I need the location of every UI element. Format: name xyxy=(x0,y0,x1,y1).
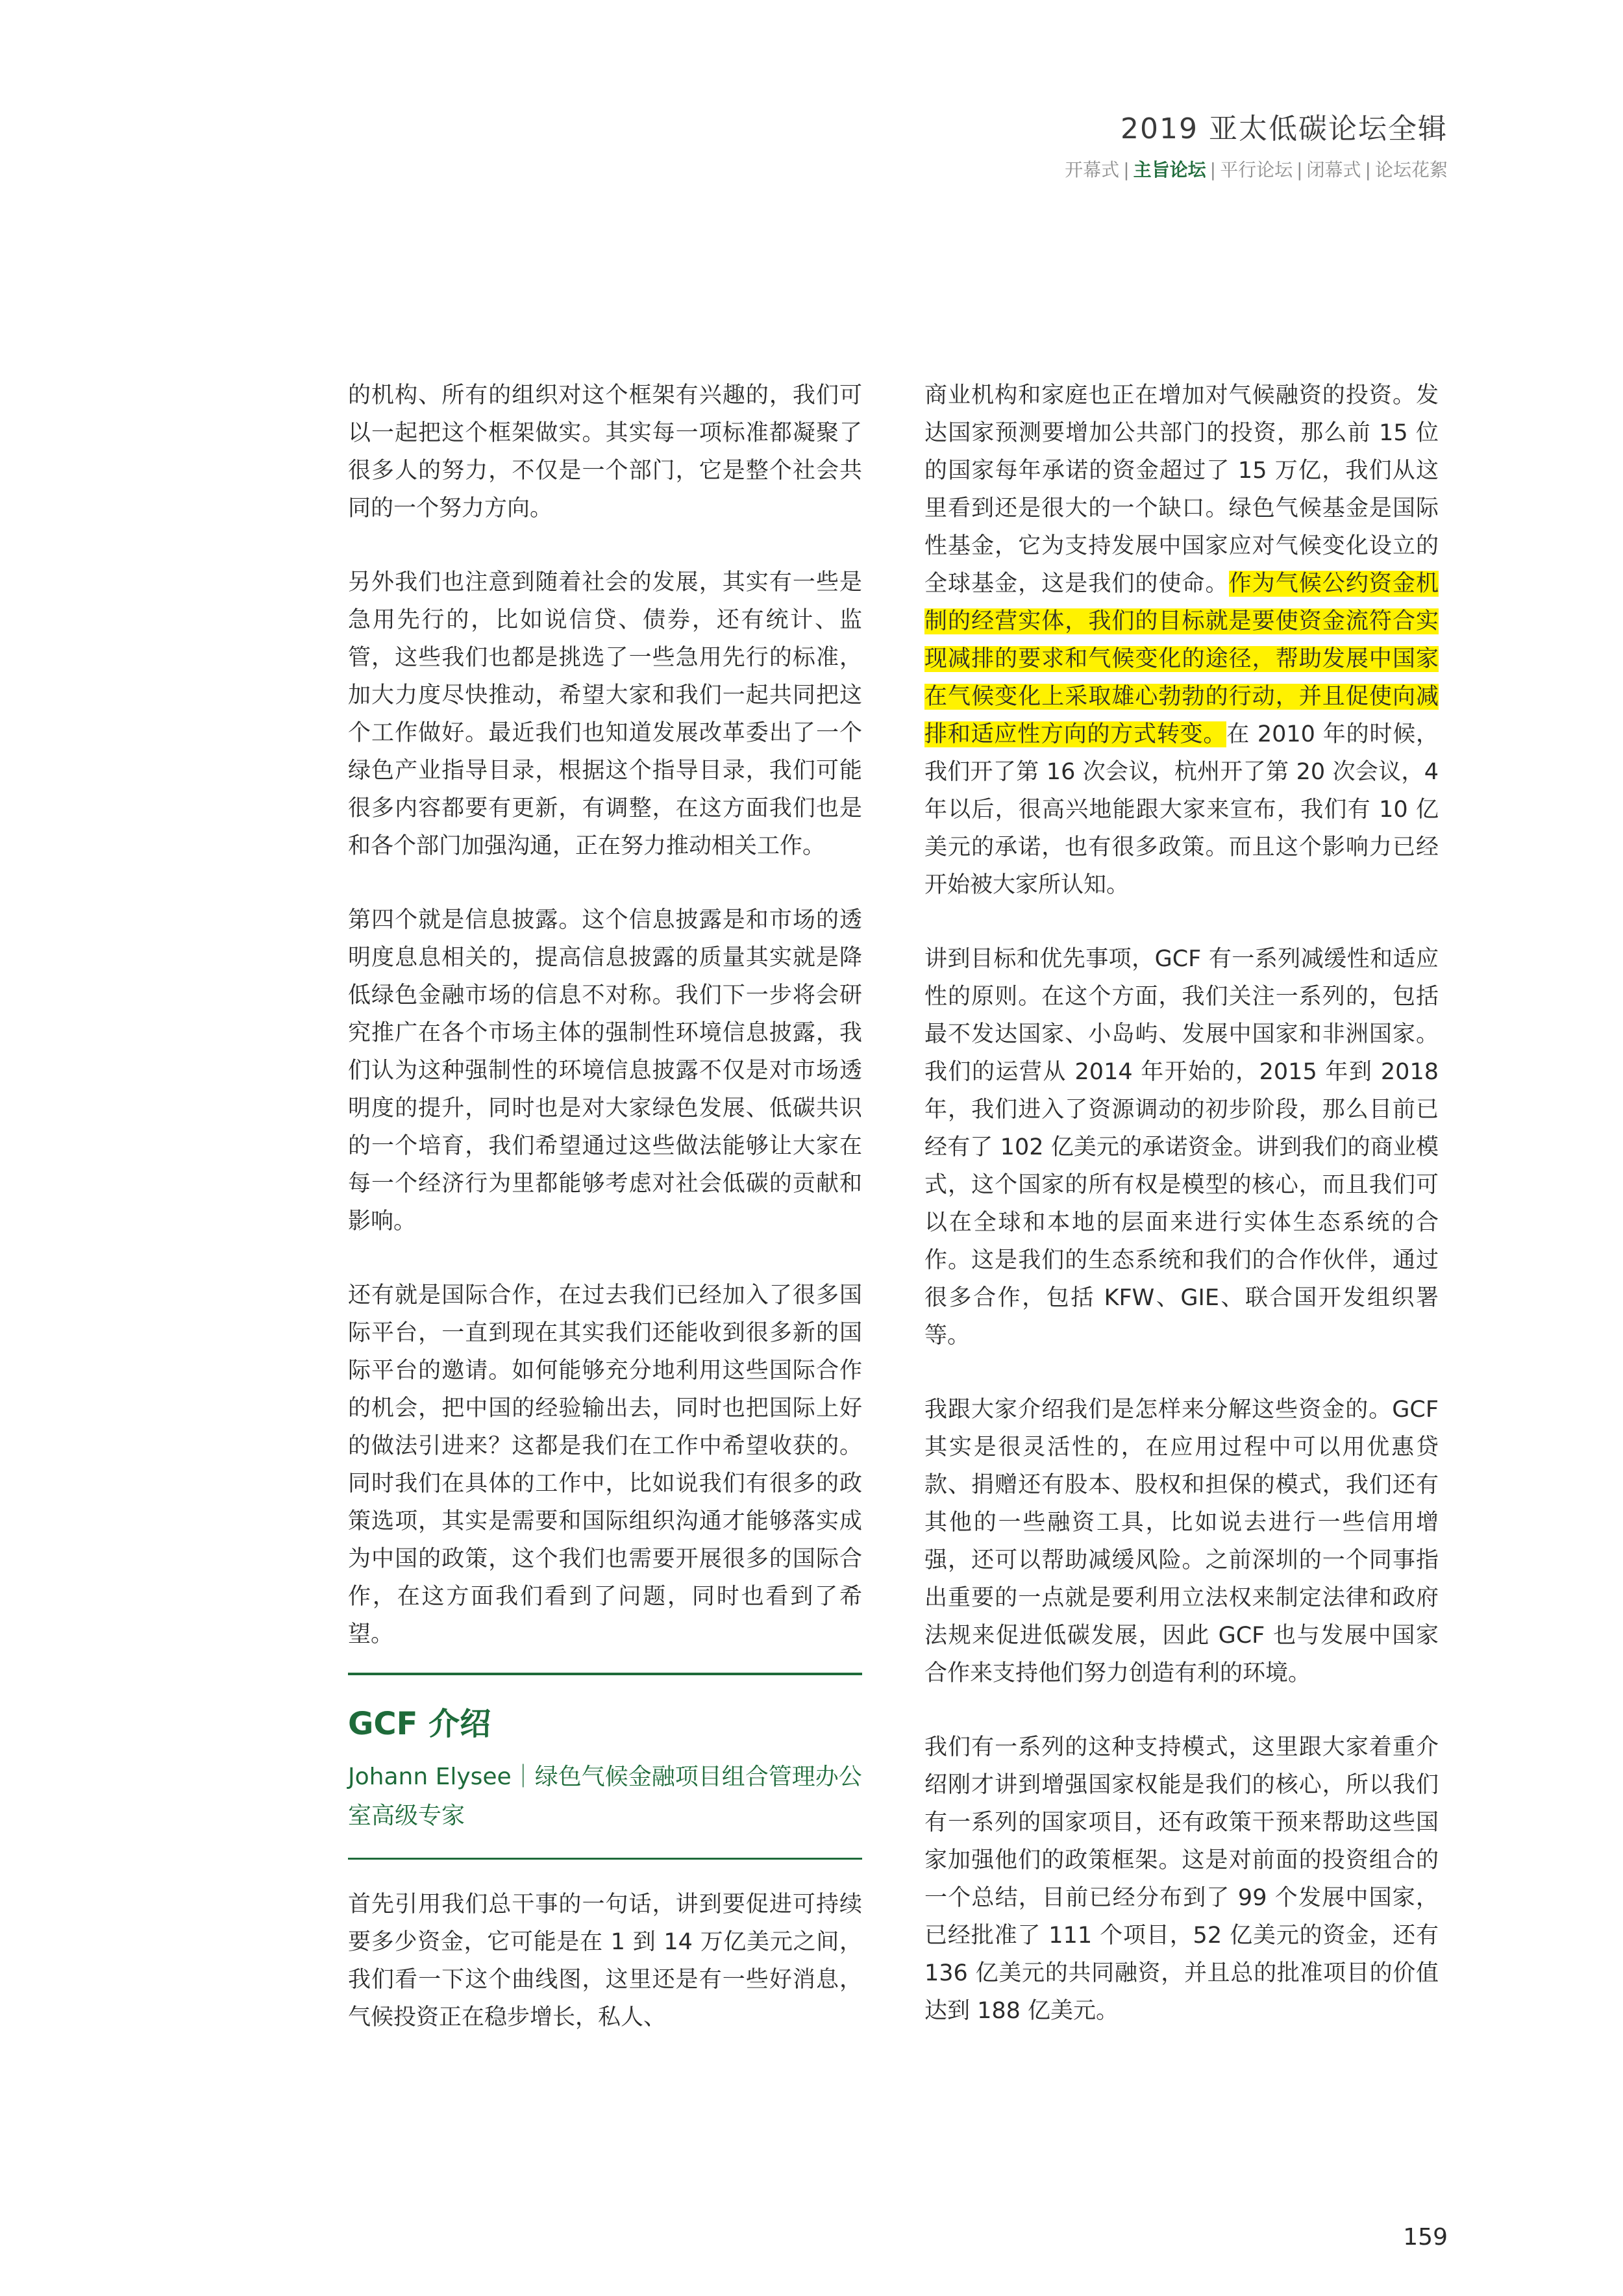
body-paragraph xyxy=(924,377,1439,904)
body-paragraph: 我们有一系列的这种支持模式，这里跟大家着重介绍刚才讲到增强国家权能是我们的核心，所以我们有一系列的国家项目，还有政策干预来帮助这些国家加强他们的政策框架。这是对前面的投资组合的一个总结，目前已经分布到了 99 个发展中国家，已经批准了 111 个项目，52 亿美元的资金，还有 136 亿美元的共同融资，并且总的批准项目的价值达到 188 亿美元。 xyxy=(924,1734,1439,2024)
nav-separator: | xyxy=(1209,159,1217,181)
body-paragraph: 讲到目标和优先事项，GCF 有一系列减缓性和适应性的原则。在这个方面，我们关注一系列的，包括最不发达国家、小岛屿、发展中国家和非洲国家。我们的运营从 2014 年开始的，2015 年到 2018 年，我们进入了资源调动的初步阶段，那么目前已经有了 102 亿美元的承诺资金。讲到我们的商业模式，这个国家的所有权是模型的核心，而且我们可以在全球和本地的层面来进行实体生态系统的合作。这是我们的生态系统和我们的合作伙伴，通过很多合作，包括 KFW、GIE、联合国开发组织署等。 xyxy=(924,946,1439,1349)
nav-separator: | xyxy=(1296,159,1303,181)
paragraph-text: 在 2010 年的时候，我们开了第 16 次会议，杭州开了第 20 次会议，4 年以后，很高兴地能跟大家来宣布，我们有 10 亿美元的承诺，也有很多政策。而且这个影响力已经开始被大家所认知。 xyxy=(924,721,1439,898)
section-divider xyxy=(348,1673,862,1675)
section-divider xyxy=(348,1858,862,1860)
section-title: GCF 介绍 xyxy=(348,1706,491,1742)
nav-item-opening[interactable]: 开幕式 xyxy=(1065,159,1120,181)
left-column xyxy=(348,377,862,2073)
nav-separator: | xyxy=(1123,159,1130,181)
highlighted-text: 作为气候公约资金机制的经营实体，我们的目标就是要使资金流符合实现减排的要求和气候变化的途径，帮助发展中国家在气候变化上采取雄心勃勃的行动，并且促使向减排和适应性方向的方式转变。 xyxy=(924,571,1439,747)
body-paragraph: 另外我们也注意到随着社会的发展，其实有一些是急用先行的，比如说信贷、债券，还有统计、监管，这些我们也都是挑选了一些急用先行的标准，加大力度尽快推动，希望大家和我们一起共同把这个工作做好。最近我们也知道发展改革委出了一个绿色产业指导目录，根据这个指导目录，我们可能很多内容都要有更新，有调整，在这方面我们也是和各个部门加强沟通，正在努力推动相关工作。 xyxy=(348,569,862,859)
section-navigation xyxy=(1065,156,1448,182)
body-paragraph: 首先引用我们总干事的一句话，讲到要促进可持续要多少资金，它可能是在 1 到 14 万亿美元之间，我们看一下这个曲线图，这里还是有一些好消息，气候投资正在稳步增长，私人、 xyxy=(348,1891,862,2030)
paragraph-text: 商业机构和家庭也正在增加对气候融资的投资。发达国家预测要增加公共部门的投资，那么前 15 位的国家每年承诺的资金超过了 15 万亿，我们从这里看到还是很大的一个缺口。绿色气候基金是国际性基金，它为支持发展中国家应对气候变化设立的全球基金，这是我们的使命。 xyxy=(924,382,1439,597)
nav-item-parallel[interactable]: 平行论坛 xyxy=(1220,159,1293,181)
page-number: 159 xyxy=(1403,2224,1448,2251)
publication-title: 2019 亚太低碳论坛全辑 xyxy=(1121,112,1448,145)
nav-item-highlights[interactable]: 论坛花絮 xyxy=(1374,159,1448,181)
right-column xyxy=(924,377,1439,2066)
body-paragraph: 的机构、所有的组织对这个框架有兴趣的，我们可以一起把这个框架做实。其实每一项标准都凝聚了很多人的努力，不仅是一个部门，它是整个社会共同的一个努力方向。 xyxy=(348,382,862,521)
nav-separator: | xyxy=(1365,159,1371,181)
body-paragraph: 第四个就是信息披露。这个信息披露是和市场的透明度息息相关的，提高信息披露的质量其实就是降低绿色金融市场的信息不对称。我们下一步将会研究推广在各个市场主体的强制性环境信息披露，我们认为这种强制性的环境信息披露不仅是对市场透明度的提升，同时也是对大家绿色发展、低碳共识的一个培育，我们希望通过这些做法能够让大家在每一个经济行为里都能够考虑对社会低碳的贡献和影响。 xyxy=(348,907,862,1234)
body-paragraph: 还有就是国际合作，在过去我们已经加入了很多国际平台，一直到现在其实我们还能收到很多新的国际平台的邀请。如何能够充分地利用这些国际合作的机会，把中国的经验输出去，同时也把国际上好的做法引进来？这都是我们在工作中希望收获的。同时我们在具体的工作中，比如说我们有很多的政策选项，其实是需要和国际组织沟通才能够落实成为中国的政策，这个我们也需要开展很多的国际合作，在这方面我们看到了问题，同时也看到了希望。 xyxy=(348,1282,862,1647)
speaker-byline: Johann Elysee｜绿色气候金融项目组合管理办公室高级专家 xyxy=(348,1764,862,1829)
body-paragraph: 我跟大家介绍我们是怎样来分解这些资金的。GCF 其实是很灵活性的，在应用过程中可以用优惠贷款、捐赠还有股本、股权和担保的模式，我们还有其他的一些融资工具，比如说去进行一些信用增强，还可以帮助减缓风险。之前深圳的一个同事指出重要的一点就是要利用立法权来制定法律和政府法规来促进低碳发展，因此 GCF 也与发展中国家合作来支持他们努力创造有利的环境。 xyxy=(924,1397,1439,1686)
nav-item-closing[interactable]: 闭幕式 xyxy=(1306,159,1361,181)
nav-item-keynote[interactable]: 主旨论坛 xyxy=(1133,159,1206,181)
